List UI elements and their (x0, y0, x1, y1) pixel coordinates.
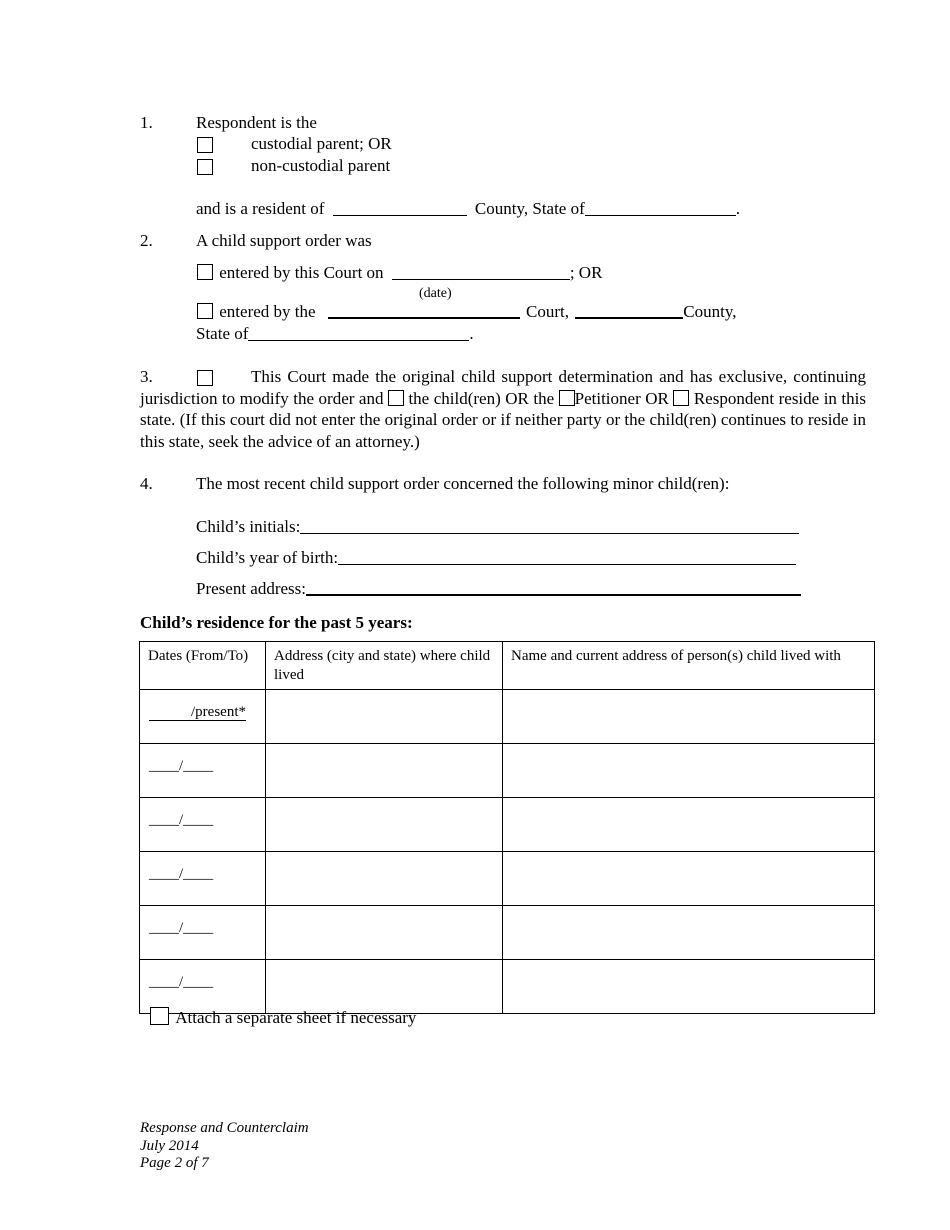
attach-sheet-checkbox[interactable] (150, 1007, 169, 1025)
resident-county-field[interactable] (333, 199, 467, 216)
person-cell[interactable] (503, 798, 875, 852)
entered-this-court-line (197, 262, 602, 283)
item-4-text: The most recent child support order concerned the following minor child(ren): (196, 474, 730, 493)
date-caption: (date) (419, 286, 452, 301)
state-of-label: State of (196, 324, 249, 343)
dates-cell[interactable] (140, 798, 266, 852)
entered-other-court-line (197, 301, 737, 322)
person-cell[interactable] (503, 960, 875, 1014)
table-row (140, 906, 875, 960)
dates-cell[interactable] (140, 906, 266, 960)
residence-heading: Child’s residence for the past 5 years: (140, 613, 413, 632)
child-birth-year-label: Child’s year of birth: (196, 548, 339, 567)
child-initials-label: Child’s initials: (196, 517, 301, 536)
children-reside-checkbox[interactable] (388, 390, 404, 406)
footer-form-title: Response and Counterclaim (140, 1120, 309, 1136)
item-3-text-b: the child(ren) OR the (408, 388, 555, 408)
table-row (140, 744, 875, 798)
county-label: County, (683, 302, 737, 321)
address-cell[interactable] (266, 798, 503, 852)
attach-sheet-line (150, 1007, 416, 1028)
residence-table (139, 641, 875, 1014)
table-row (140, 690, 875, 744)
resident-period: . (735, 199, 741, 218)
present-address-field[interactable] (306, 578, 801, 596)
dates-value: ____/____ (149, 866, 214, 882)
item-1-number: 1. (140, 113, 153, 132)
item-4-number: 4. (140, 474, 153, 493)
child-birth-year-field[interactable] (338, 548, 796, 565)
non-custodial-parent-label: non-custodial parent (251, 156, 391, 175)
dates-cell[interactable] (140, 960, 266, 1014)
person-cell[interactable] (503, 852, 875, 906)
resident-prefix: and is a resident of (196, 199, 325, 218)
entered-other-court-label: entered by the (219, 302, 316, 321)
present-address-line (196, 578, 801, 599)
footer-page-number: Page 2 of 7 (140, 1155, 209, 1171)
person-cell[interactable] (503, 744, 875, 798)
custodial-parent-checkbox[interactable] (197, 135, 213, 156)
other-court-county-field[interactable] (575, 301, 683, 319)
address-cell[interactable] (266, 906, 503, 960)
item-3-number: 3. (140, 367, 153, 386)
column-header-dates: Dates (From/To) (140, 642, 266, 690)
item-3-text-d: Respondent reside in this state. (If this court did not enter the original order or if neither party or the child(ren) continues to reside in this state, seek the advice of an attorney.) (140, 388, 866, 451)
footer-date: July 2014 (140, 1137, 199, 1154)
petitioner-reside-checkbox[interactable] (559, 390, 575, 406)
custodial-parent-label: custodial parent; OR (251, 134, 392, 153)
address-cell[interactable] (266, 852, 503, 906)
or-suffix: ; OR (569, 263, 603, 282)
column-header-address: Address (city and state) where child lived (266, 642, 503, 690)
address-cell[interactable] (266, 960, 503, 1014)
dates-value: ____/____ (149, 812, 214, 828)
state-period: . (469, 324, 474, 343)
child-initials-field[interactable] (300, 517, 799, 534)
dates-value: ____/____ (149, 974, 214, 990)
dates-cell[interactable] (140, 690, 266, 744)
item-2-number: 2. (140, 231, 153, 250)
table-row (140, 798, 875, 852)
table-row (140, 960, 875, 1014)
item-2-intro: A child support order was (196, 231, 372, 250)
present-address-label: Present address: (196, 579, 307, 598)
other-court-name-field[interactable] (328, 301, 520, 319)
non-custodial-parent-checkbox[interactable] (197, 157, 213, 178)
item-1-intro: Respondent is the (196, 113, 317, 132)
dates-cell[interactable] (140, 744, 266, 798)
court-label: Court, (526, 302, 570, 321)
entered-other-court-checkbox[interactable] (197, 303, 213, 319)
other-court-state-field[interactable] (248, 324, 469, 341)
person-cell[interactable] (503, 906, 875, 960)
dates-value: ____/____ (149, 758, 214, 774)
child-initials-line (196, 516, 799, 537)
table-row (140, 852, 875, 906)
resident-line (196, 198, 740, 219)
attach-sheet-label: Attach a separate sheet if necessary (175, 1008, 417, 1027)
respondent-reside-checkbox[interactable] (673, 390, 689, 406)
dates-value: ____/____ (149, 920, 214, 936)
county-state-label: County, State of (474, 199, 585, 218)
child-birth-year-line (196, 547, 796, 568)
page-footer (140, 1120, 309, 1173)
item-3-text-a: This Court made the original child support determination and has exclusive, continuing jurisdiction to modify the order and (140, 367, 866, 408)
entered-this-court-checkbox[interactable] (197, 264, 213, 280)
entered-this-court-label: entered by this Court on (219, 263, 384, 282)
address-cell[interactable] (266, 690, 503, 744)
resident-state-field[interactable] (585, 199, 736, 216)
dates-cell[interactable] (140, 852, 266, 906)
item-3-text-c: Petitioner OR (574, 388, 669, 408)
item-3-paragraph (140, 366, 866, 452)
order-date-field[interactable] (392, 263, 570, 280)
table-header-row (140, 642, 875, 690)
person-cell[interactable] (503, 690, 875, 744)
dates-value: /present* (149, 704, 246, 721)
column-header-person: Name and current address of person(s) child lived with (503, 642, 875, 690)
state-of-line (196, 323, 474, 344)
address-cell[interactable] (266, 744, 503, 798)
